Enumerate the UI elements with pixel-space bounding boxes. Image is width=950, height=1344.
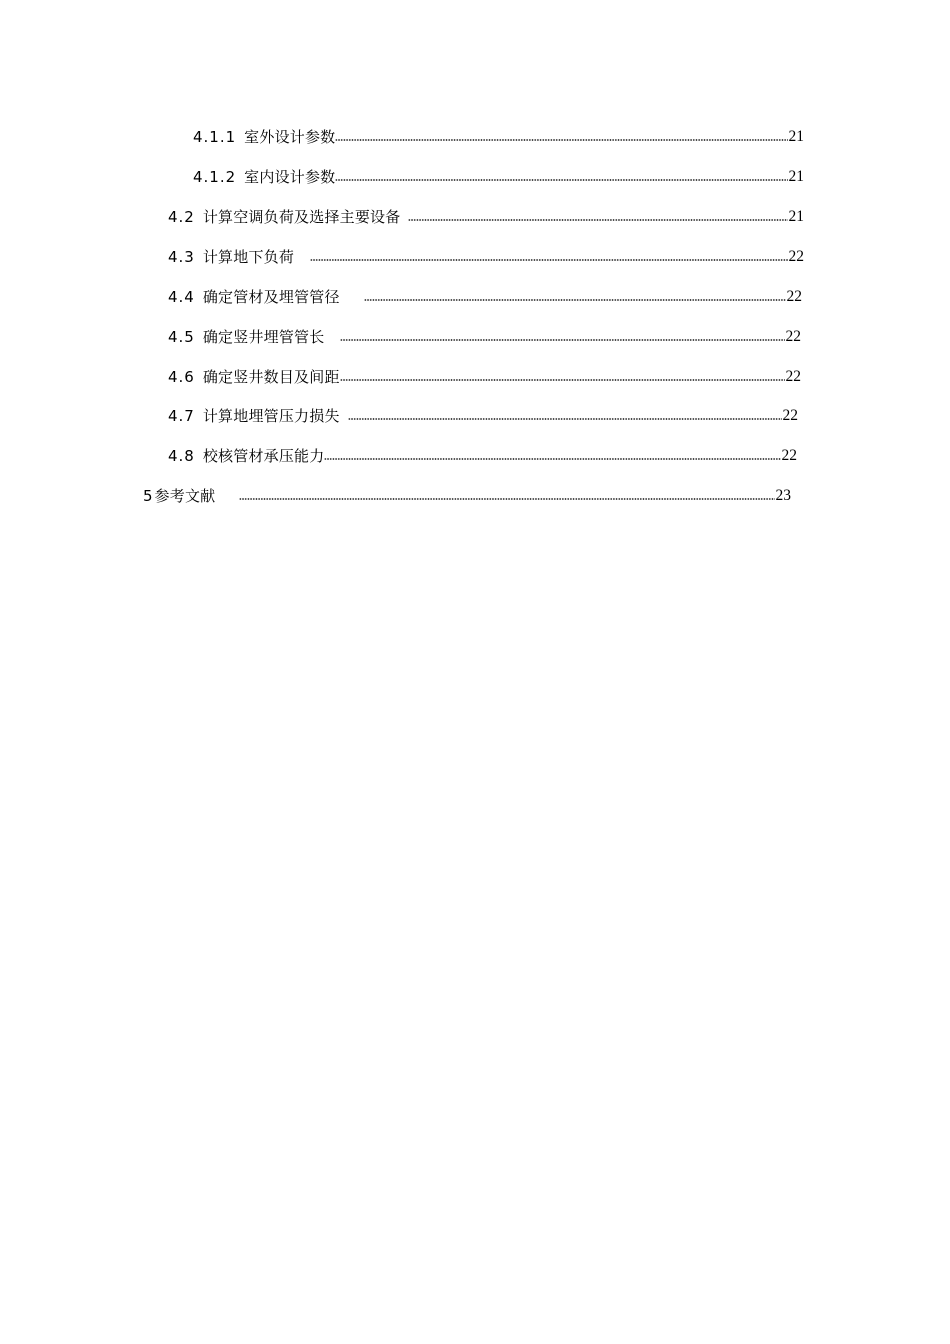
toc-entry-page: 23 bbox=[775, 487, 791, 504]
toc-entry-page: 22 bbox=[785, 368, 801, 385]
toc-entry-number: 4.6 bbox=[168, 368, 195, 386]
toc-entry-text bbox=[168, 406, 340, 426]
toc-entry-text bbox=[143, 486, 215, 506]
toc-entry-number: 4.7 bbox=[168, 407, 195, 425]
toc-entry-4-1-2[interactable] bbox=[193, 165, 804, 187]
dot-leader bbox=[340, 339, 784, 341]
toc-entry-4-2[interactable] bbox=[168, 205, 804, 227]
toc-entry-title: 计算地下负荷 bbox=[202, 248, 295, 266]
toc-entry-page: 22 bbox=[788, 248, 804, 265]
toc-entry-text bbox=[168, 367, 340, 387]
toc-entry-title: 室内设计参数 bbox=[244, 168, 336, 186]
toc-entry-number: 4.1.2 bbox=[193, 168, 237, 186]
toc-entry-number: 4.1.1 bbox=[193, 128, 237, 146]
toc-entry-4-4[interactable] bbox=[168, 285, 802, 307]
toc-entry-number: 4.5 bbox=[168, 328, 195, 346]
toc-entry-title: 计算地埋管压力损失 bbox=[202, 407, 340, 425]
toc-entry-title: 确定竖井数目及间距 bbox=[202, 368, 340, 386]
toc-entry-text bbox=[168, 247, 294, 267]
dot-leader bbox=[340, 379, 785, 381]
toc-entry-page: 22 bbox=[782, 407, 798, 424]
toc-entry-title: 计算空调负荷及选择主要设备 bbox=[202, 208, 401, 226]
toc-entry-page: 22 bbox=[786, 288, 802, 305]
dot-leader bbox=[408, 219, 787, 221]
toc-entry-4-6[interactable] bbox=[168, 365, 801, 387]
toc-entry-text bbox=[168, 287, 340, 307]
toc-entry-title: 确定管材及埋管管径 bbox=[202, 288, 340, 306]
toc-entry-text bbox=[168, 327, 324, 347]
toc-entry-4-1-1[interactable] bbox=[193, 125, 804, 147]
dot-leader bbox=[348, 418, 782, 420]
toc-entry-title: 确定竖井埋管管长 bbox=[202, 328, 325, 346]
toc-entry-number: 4.8 bbox=[168, 447, 195, 465]
toc-entry-number: 4.4 bbox=[168, 288, 195, 306]
toc-entry-page: 22 bbox=[781, 447, 797, 464]
toc-entry-page: 21 bbox=[788, 128, 804, 145]
dot-leader bbox=[335, 139, 787, 141]
toc-entry-page: 22 bbox=[785, 328, 801, 345]
toc-entry-4-5[interactable] bbox=[168, 325, 801, 347]
toc-entry-4-3[interactable] bbox=[168, 245, 804, 267]
toc-entry-number: 4.2 bbox=[168, 208, 195, 226]
dot-leader bbox=[310, 259, 787, 261]
dot-leader bbox=[364, 299, 786, 301]
toc-entry-page: 21 bbox=[788, 168, 804, 185]
dot-leader bbox=[335, 179, 787, 181]
toc-entry-text bbox=[168, 446, 324, 466]
toc-entry-title: 校核管材承压能力 bbox=[202, 447, 325, 465]
toc-entry-number: 5 bbox=[143, 487, 153, 505]
toc-entry-4-8[interactable] bbox=[168, 444, 797, 466]
toc-entry-number: 4.3 bbox=[168, 248, 195, 266]
toc-entry-title: 室外设计参数 bbox=[244, 128, 336, 146]
toc-entry-title: 参考文献 bbox=[154, 487, 216, 505]
toc-entry-text bbox=[193, 167, 335, 187]
toc-entry-text bbox=[168, 207, 400, 227]
dot-leader bbox=[239, 498, 774, 500]
toc-entry-page: 21 bbox=[788, 208, 804, 225]
toc-entry-4-7[interactable] bbox=[168, 404, 798, 426]
toc-entry-5[interactable] bbox=[143, 484, 791, 506]
toc-entry-text bbox=[193, 127, 335, 147]
dot-leader bbox=[324, 458, 780, 460]
